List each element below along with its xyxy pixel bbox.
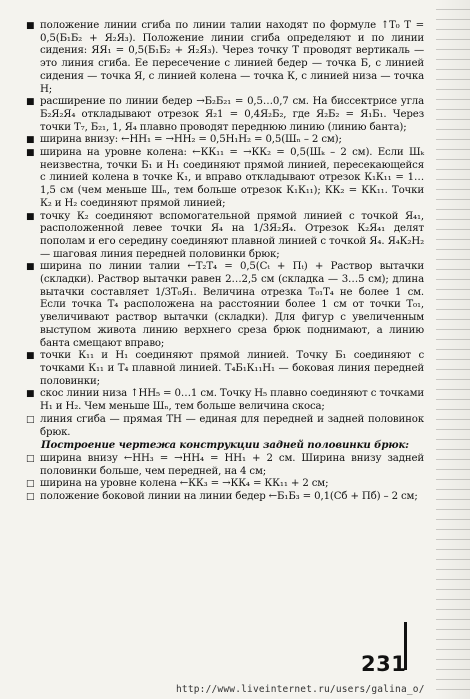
item-text: линия сгиба — прямая ТН — единая для передней и задней половинок брюк.	[40, 413, 424, 438]
watermark-url: http://www.liveinternet.ru/users/galina_o/	[176, 684, 425, 695]
bullet-marker: ■	[26, 148, 35, 159]
list-item	[26, 96, 424, 134]
list-item	[26, 388, 424, 413]
list-item	[26, 453, 424, 478]
list-item	[26, 20, 424, 96]
item-text: положение линии сгиба по линии талии находят по формуле ↑Т₀ Т = 0,5(Б₁Б₂ + Я₂Я₃). Положение линии сгиба определяют и по линии сидения: ЯЯ₁ = 0,5(Б₁Б₂ + Я₂Я₃). Через точку Т проводят вертикаль — это линия сгиба. Ее пересечение с линией бедер — точка Б, с линией сидения — точка Я, с линией колена — точка К, с линией низа — точка Н;	[40, 20, 424, 95]
item-text: ширина по линии талии ←Т₂Т₄ = 0,5(Сₜ + Пₜ) + Раствор вытачки (складки). Раствор вытачки равен 2…2,5 см (складка — 3…5 см); длина вытачки составляет 1/3Т₀Я₁. Величина отрезка Т₀₁Т₄ не более 1 см. Если точка Т₄ расположена на расстоянии более 1 см от точки Т₀₁, увеличивают раствор вытачки (складки). Для фигур с увеличенным выступом живота линию верхнего среза брюк поднимают, а линию банта смещают вправо;	[40, 261, 424, 349]
list-item	[26, 350, 424, 388]
item-text: ширина на уровне колена: ←КК₁₁ = →КК₂ = 0,5(Шₖ – 2 см). Если Шₖ неизвестна, точки Б₁ и Н₁ соединяют прямой линией, пересекающейся с линией колена в точке К₁, и вправо откладывают отрезок К₁К₁₁ = 1…1,5 см (чем меньше Шₙ, тем больше отрезок К₁К₁₁); КК₂ = КК₁₁. Точки К₂ и Н₂ соединяют прямой линией;	[40, 147, 424, 209]
bullet-marker: ■	[26, 21, 35, 31]
bullet-marker: □	[26, 453, 35, 464]
bullet-marker: ■	[26, 135, 35, 146]
list-item	[26, 134, 424, 147]
bullet-marker: □	[26, 492, 35, 503]
bullet-marker: □	[26, 414, 35, 425]
item-text: точки К₁₁ и Н₁ соединяют прямой линией. Точку Б₁ соединяют с точками К₁₁ и Т₄ плавной линией. Т₄Б₁К₁₁Н₁ — боковая линия передней половинки;	[40, 350, 424, 387]
section-heading: Построение чертежа конструкции задней половинки брюк:	[41, 439, 409, 452]
item-text: ширина внизу ←НН₃ = →НН₄ = НН₁ + 2 см. Ширина внизу задней половинки больше, чем передней, на 4 см;	[40, 452, 424, 477]
list-item	[26, 211, 424, 262]
list-item	[26, 261, 424, 350]
page-number: 231	[361, 652, 407, 676]
item-text: расширение по линии бедер →Б₂Б₂₁ = 0,5…0,7 см. На биссектрисе угла Б₂Я₂Я₄ откладывают отрезок Я₂1 = 0,4Я₂Б₂, где Я₂Б₂ = Я₁Б₁. Через точки Т₇, Б₂₁, 1, Я₄ плавно проводят переднюю линию (линию банта);	[40, 96, 424, 133]
list-item	[26, 147, 424, 211]
bullet-marker: ■	[26, 389, 35, 400]
bullet-marker: ■	[26, 211, 35, 222]
item-text: ширина на уровне колена ←КК₃ = →КК₄ = КК₁₁ + 2 см;	[40, 478, 329, 490]
scan-edge-noise	[436, 0, 470, 699]
list-item	[26, 478, 424, 491]
bullet-marker: ■	[26, 97, 35, 108]
item-text: скос линии низа ↑НН₅ = 0…1 см. Точку Н₅ плавно соединяют с точками Н₁ и Н₂. Чем меньше Шₙ, тем больше величина скоса;	[40, 388, 424, 413]
text-column	[26, 20, 424, 504]
list-item	[26, 414, 424, 439]
item-text: положение боковой линии на линии бедер ←Б₁Б₃ = 0,1(Сб + Пб) – 2 см;	[40, 491, 418, 503]
item-text: ширина внизу: ←НН₁ = →НН₂ = 0,5Н₁Н₂ = 0,5(Шₙ – 2 см);	[40, 134, 342, 146]
item-text: точку К₂ соединяют вспомогательной прямой линией с точкой Я₄₁, расположенной левее точки Я₄ на 1/3Я₂Я₄. Отрезок К₂Я₄₁ делят пополам и его середину соединяют плавной линией с точкой Я₄. Я₄К₂Н₂ — шаговая линия передней половинки брюк;	[40, 210, 424, 260]
bullet-marker: ■	[26, 262, 35, 273]
bullet-marker: ■	[26, 351, 35, 362]
list-item	[26, 491, 424, 504]
bullet-marker: □	[26, 479, 35, 490]
